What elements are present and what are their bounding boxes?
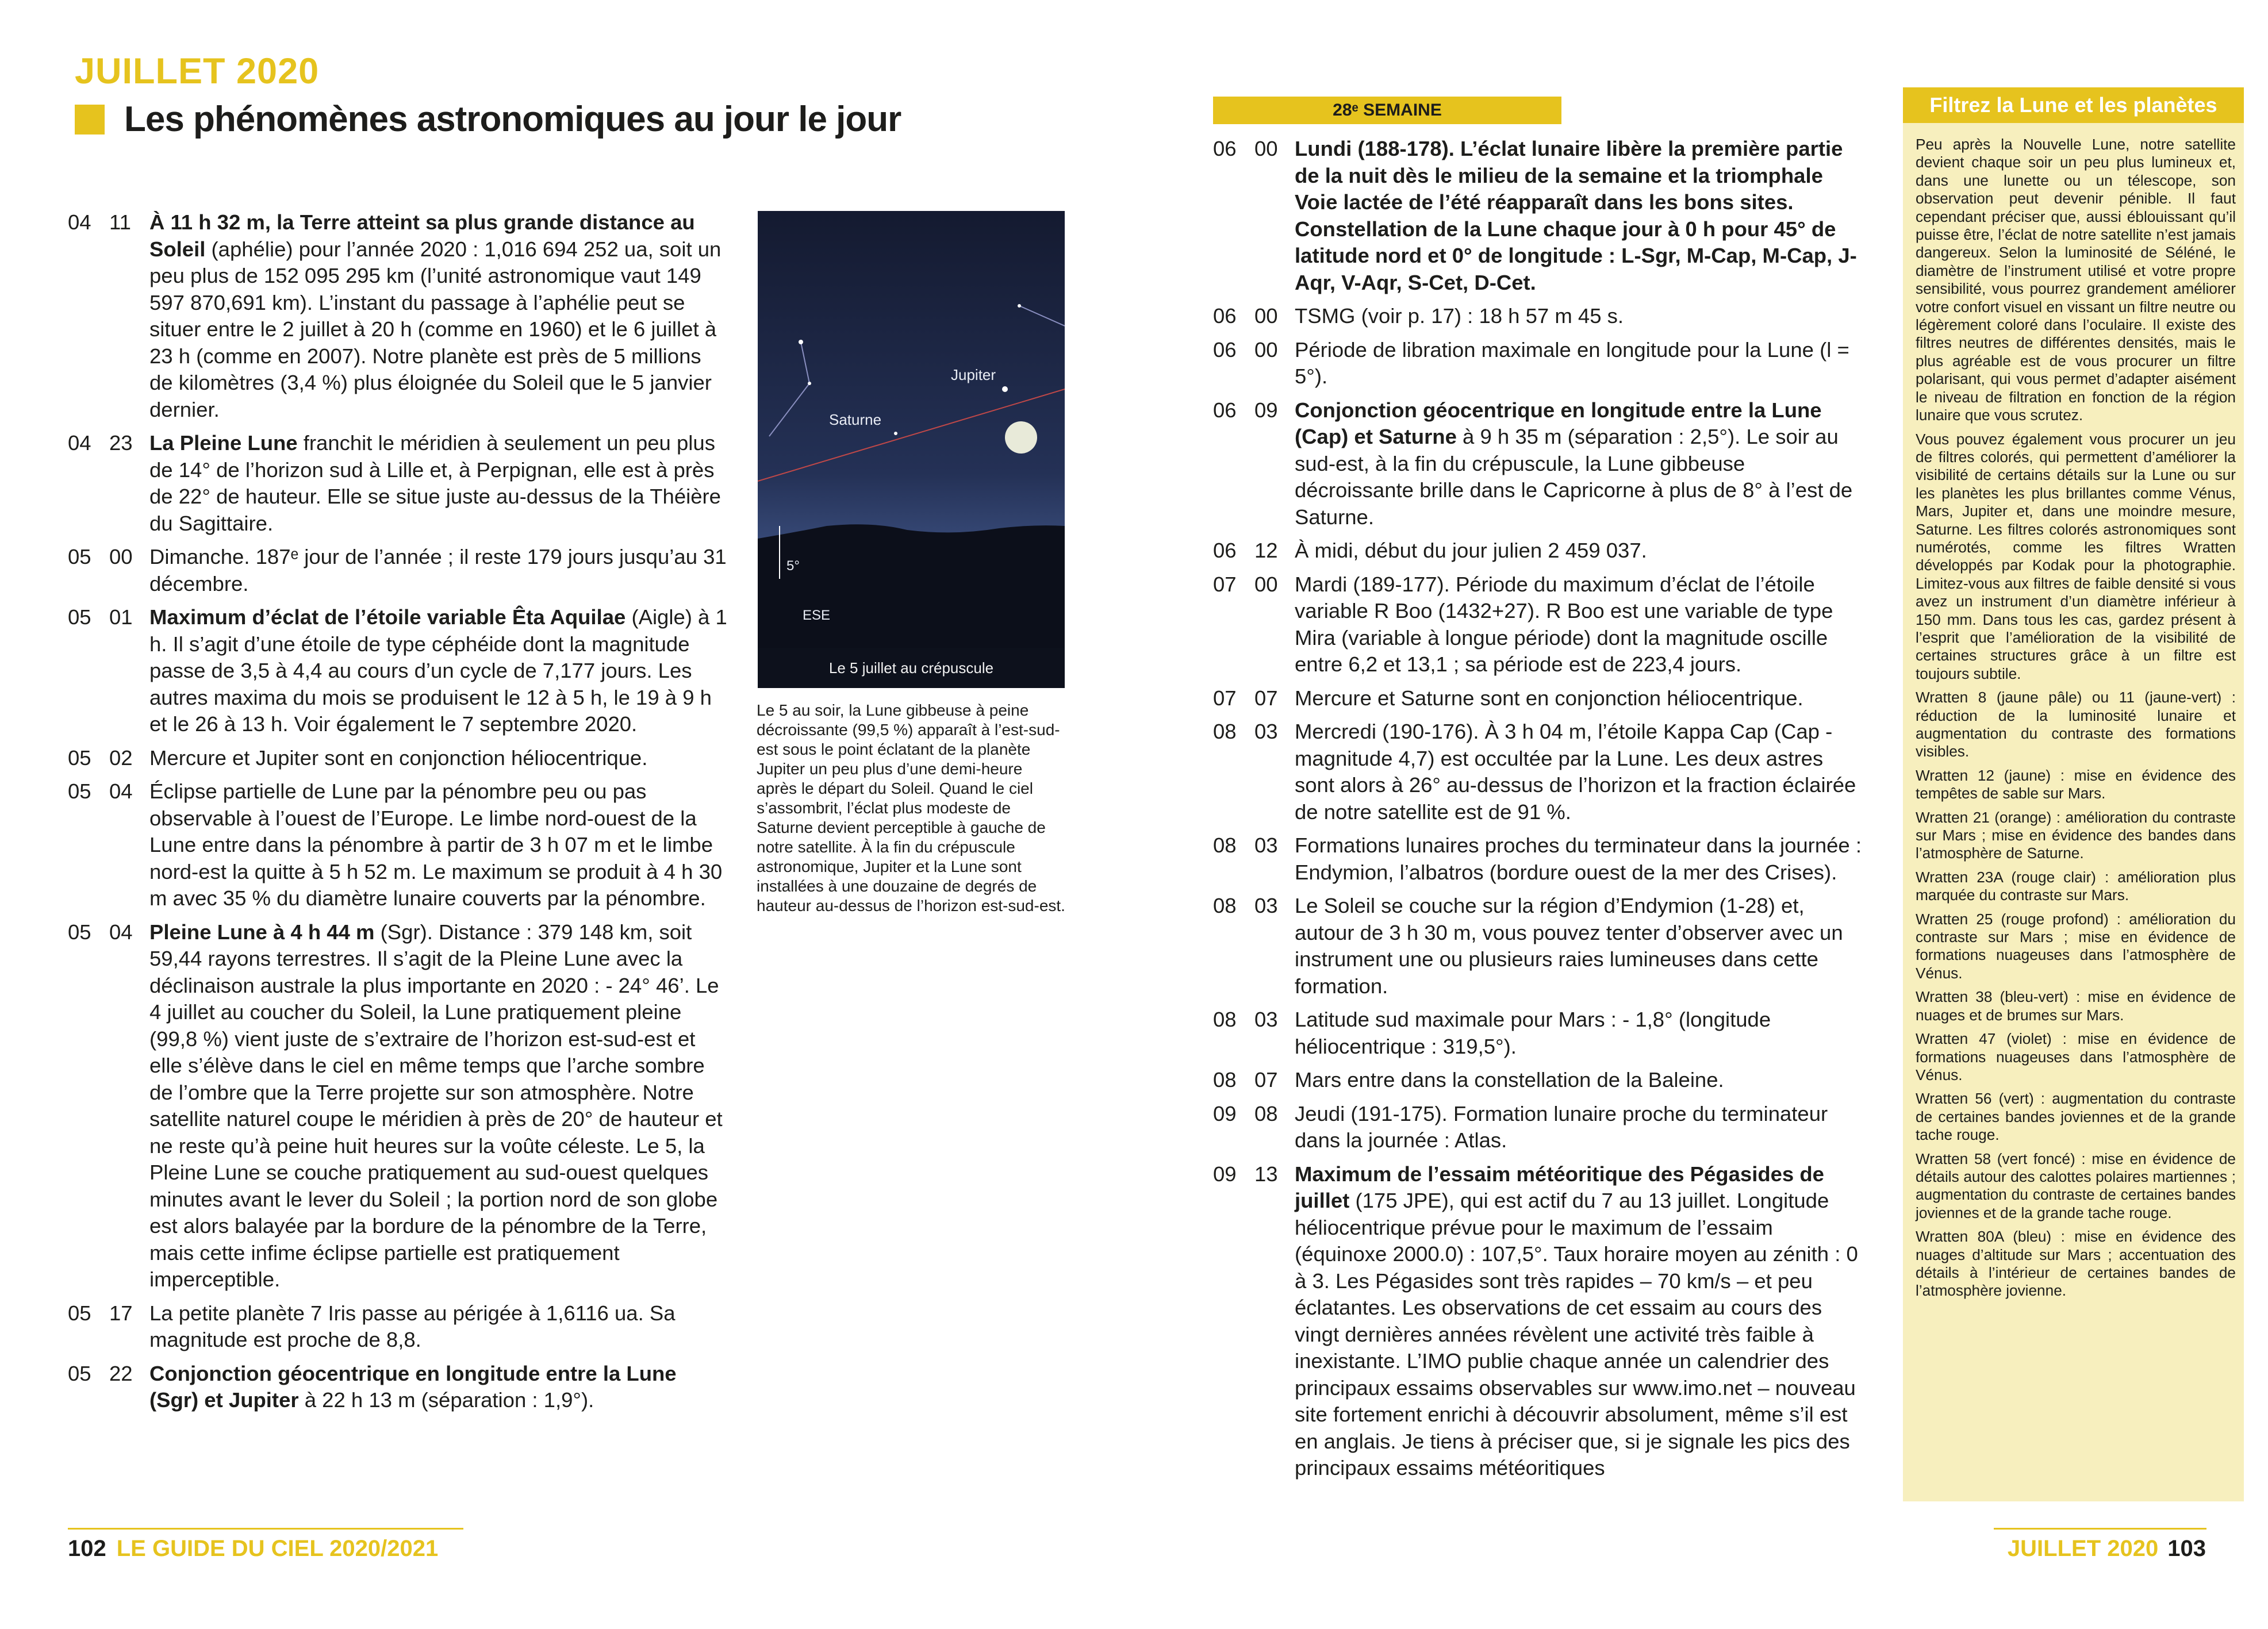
entry-day: 05 [68,746,91,770]
footer-month: JUILLET 2020 [2007,1536,2159,1561]
list-item [68,1300,730,1354]
list-item [1213,719,1868,825]
entry-day: 08 [1213,894,1237,917]
entry-text [1295,1161,1868,1482]
entry-day: 05 [68,779,91,803]
constellation-line [801,342,809,383]
entry-bold-text: Maximum de l’essaim météoritique des Pégasides de juillet [1295,1162,1824,1212]
list-item [68,544,730,597]
entry-bold-text: Conjonction géocentrique en longitude entre la Lune (Sgr) et Jupiter [149,1361,677,1412]
entry-bold-text: Lundi (188-178). L’éclat lunaire libère la première partie de la nuit dès le milieu de la semaine et la triomphale Voie lactée de l’été réapparaît dans les bons sites. Constellation de la Lune chaque jour à 0 h pour 45° de latitude nord et 0° de longitude : L-Sgr, M-Cap, M-Cap, J-Aqr, V-Aqr, S-Cet, D-Cet. [1295,137,1857,294]
entry-day: 08 [1213,1008,1237,1031]
list-item [68,745,730,772]
list-item [1213,893,1868,1000]
page-number-left: 102 [68,1536,106,1561]
entry-hour: 07 [1254,686,1278,710]
entry-bold-text: La Pleine Lune [149,431,298,455]
entry-day: 06 [1213,539,1237,562]
entry-text [1295,685,1868,712]
entry-day: 04 [68,210,91,234]
photo-caption-bar: Le 5 juillet au crépuscule [758,648,1065,688]
entry-body-text: Mercredi (190-176). À 3 h 04 m, l’étoile Kappa Cap (Cap - magnitude 4,7) est occultée par la Lune. Les deux astres sont alors à 26° au-dessus de l’horizon et la fraction éclairée de notre satellite est de 91 %. [1295,720,1856,824]
entry-hour: 11 [109,210,131,234]
entry-text [1295,1101,1868,1154]
list-item [1213,537,1868,564]
list-item [1213,1101,1868,1154]
entry-hour: 22 [109,1361,133,1385]
entry-text [1295,537,1868,564]
list-item [68,1361,730,1414]
entry-text [149,919,730,1293]
entry-day: 06 [1213,337,1237,362]
entry-hour: 17 [109,1301,133,1325]
footer-rule-right [1994,1528,2206,1530]
entry-body-text: Formations lunaires proches du terminateur dans la journée : Endymion, l’albatros (bordure ouest de la mer des Crises). [1295,833,1862,884]
month-heading: JUILLET 2020 [75,51,320,91]
footer-left [68,1536,438,1562]
entry-text [1295,337,1868,390]
entry-body-text: franchit le méridien à seulement un peu plus de 14° de l’horizon sud à Lille et, à Perpignan, elle est à près de 22° de hauteur. Elle se situe juste au-dessus de la Théière du Sagittaire. [149,431,721,535]
entry-body-text: TSMG (voir p. 17) : 18 h 57 m 45 s. [1295,304,1624,328]
entry-hour: 03 [1254,894,1278,917]
entry-hour: 04 [109,779,133,803]
sidebar-body [1903,123,2244,1300]
title-square-icon [75,105,105,135]
entry-text [1295,303,1868,330]
entry-text [1295,832,1868,886]
list-item [68,430,730,537]
entry-bold-text: À 11 h 32 m, la Terre atteint sa plus grande distance au Soleil [149,210,695,261]
entry-day: 05 [68,1301,91,1325]
entry-hour: 00 [1254,304,1278,328]
entry-hour: 02 [109,746,133,770]
sidebar-paragraph: Wratten 56 (vert) : augmentation du contraste de certaines bandes joviennes et de la grande tache rouge. [1916,1090,2236,1144]
star [1018,304,1021,308]
list-item [1213,571,1868,678]
entry-hour: 03 [1254,833,1278,857]
list-item [1213,397,1868,531]
entry-hour: 03 [1254,1008,1278,1031]
left-entries [68,209,730,1421]
entry-day: 08 [1213,720,1237,743]
entry-text [149,544,730,597]
entry-text [1295,571,1868,678]
sidebar-paragraph: Wratten 23A (rouge clair) : amélioration plus marquée du contraste sur Mars. [1916,868,2236,904]
entry-text [149,1361,730,1414]
entry-body-text: Latitude sud maximale pour Mars : - 1,8° (longitude héliocentrique : 319,5°). [1295,1008,1771,1058]
entry-day: 04 [68,431,91,455]
entry-hour: 12 [1254,539,1278,562]
entry-hour: 07 [1254,1068,1278,1092]
footer-guide-title: LE GUIDE DU CIEL 2020/2021 [116,1536,439,1561]
star [808,382,811,385]
label-direction: ESE [803,608,831,623]
entry-day: 07 [1213,686,1237,710]
entry-day: 06 [1213,304,1237,328]
title-row [75,99,901,140]
entry-hour: 00 [1254,337,1278,362]
photo-caption: Le 5 au soir, la Lune gibbeuse à peine décroissante (99,5 %) apparaît à l’est-sud-est sous le point éclatant de la planète Jupiter un peu plus d’une demi-heure après le départ du Soleil. Quand le ciel s’assombrit, l’éclat plus modeste de Saturne devient perceptible à gauche de notre satellite. À la fin du crépuscule astronomique, Jupiter et la Lune sont installées à une douzaine de degrés de hauteur au-dessus de l’horizon est-sud-est. [757,701,1065,915]
entry-text [149,778,730,912]
entry-hour: 09 [1254,398,1278,422]
right-entries [1213,136,1868,1489]
list-item [68,209,730,423]
entry-hour: 00 [1254,572,1278,596]
list-item [1213,1006,1868,1060]
star [799,340,803,344]
moon-icon [1005,421,1037,454]
entry-hour: 03 [1254,720,1278,743]
entry-bold-text: Conjonction géocentrique en longitude entre la Lune (Cap) et Saturne [1295,398,1822,448]
list-item [1213,303,1868,330]
jupiter-point [1002,386,1008,392]
sidebar-paragraph: Peu après la Nouvelle Lune, notre satellite devient chaque soir un peu plus lumineux et, dans une lunette ou un télescope, son observation peut devenir pénible. Il faut cependant préciser que, aussi éblouissant qu’il puisse être, l’éclat de notre satellite n’est jamais dangereux. Selon la luminosité de Séléné, le diamètre de l’instrument utilisé et votre propre sensibilité, vous pourrez grandement améliorer votre confort visuel en vissant un filtre neutre ou légèrement coloré dans l’oculaire. Il existe des filtres neutres de différentes densités, mais le plus agréable est de vous procurer un filtre polarisant, qui vous permet d’adapter aisément le niveau de filtration en fonction de la région lunaire que vous scrutez. [1916,136,2236,424]
entry-body-text: à 22 h 13 m (séparation : 1,9°). [298,1388,594,1412]
entry-day: 09 [1213,1162,1237,1186]
entry-day: 07 [1213,572,1237,596]
sidebar-paragraph: Wratten 80A (bleu) : mise en évidence des nuages d’altitude sur Mars ; accentuation des détails à l’intérieur de certaines bandes de l’atmosphère jovienne. [1916,1228,2236,1300]
entry-text [1295,136,1868,296]
entry-day: 05 [68,1361,91,1385]
footer-right [2008,1536,2206,1562]
entry-day: 05 [68,605,91,629]
entry-day: 06 [1213,137,1237,160]
footer-rule-left [68,1528,463,1530]
list-item [68,604,730,738]
sidebar-paragraph: Wratten 47 (violet) : mise en évidence de formations nuageuses dans l’atmosphère de Vénus. [1916,1030,2236,1084]
entry-body-text: (Sgr). Distance : 379 148 km, soit 59,44 rayons terrestres. Il s’agit de la Pleine Lune avec la déclinaison australe la plus importante en 2020 : - 24° 46’. Le 4 juillet au coucher du Soleil, la Lune pratiquement pleine (99,8 %) vient juste de s’extraire de l’horizon est-sud-est et elle s’élève dans le ciel en même temps que l’arche sombre de l’ombre que la Terre projette sur son atmosphère. Notre satellite naturel coupe le méridien à près de 20° de hauteur et ne reste qu’à peine huit heures sur la voûte céleste. Le 5, la Pleine Lune se couche pratiquement au sud-ouest quelques minutes avant le lever du Soleil ; la portion nord de son globe est alors balayée par la bordure de la pénombre de la Terre, mais cette infime éclipse partielle est pratiquement imperceptible. [149,920,723,1291]
entry-body-text: (Aigle) à 1 h. Il s’agit d’une étoile de type céphéide dont la magnitude passe de 3,5 à 4,4 au cours d’un cycle de 7,177 jours. Les autres maxima du mois se produisent le 12 à 5 h, le 19 à 9 h et le 26 à 13 h. Voir également le 7 septembre 2020. [149,605,727,736]
list-item [68,919,730,1293]
entry-hour: 00 [109,545,133,568]
entry-body-text: Jeudi (191-175). Formation lunaire proche du terminateur dans la journée : Atlas. [1295,1101,1828,1152]
page-number-right: 103 [2167,1536,2206,1561]
entry-text [1295,719,1868,825]
saturne-point [894,432,897,435]
entry-hour: 08 [1254,1101,1278,1125]
page-title: Les phénomènes astronomiques au jour le jour [124,99,901,139]
sidebar-box [1903,87,2244,1501]
label-jupiter: Jupiter [951,366,996,383]
entry-body-text: Dimanche. 187ᵉ jour de l’année ; il reste 179 jours jusqu’au 31 décembre. [149,545,727,595]
entry-hour: 00 [1254,137,1278,160]
entry-text [1295,893,1868,1000]
entry-text [149,209,730,423]
sidebar-paragraph: Wratten 25 (rouge profond) : amélioration du contraste sur Mars ; mise en évidence de formations nuageuses dans l’atmosphère de Vénus. [1916,910,2236,982]
list-item [1213,1067,1868,1094]
entry-text [1295,397,1868,531]
entry-body-text: À midi, début du jour julien 2 459 037. [1295,539,1647,562]
entry-body-text: (aphélie) pour l’année 2020 : 1,016 694 252 ua, soit un peu plus de 152 095 295 km (l’unité astronomique vaut 149 597 870,691 km). L’instant du passage à l’aphélie peut se situer entre le 2 juillet à 20 h (comme en 1960) et le 6 juillet à 23 h (comme en 2007). Notre planète est près de 5 millions de kilomètres (3,4 %) plus éloignée du Soleil que le 5 janvier dernier. [149,237,722,421]
entry-body-text: (175 JPE), qui est actif du 7 au 13 juillet. Longitude héliocentrique prévue pour le maximum de l’essaim (équinoxe 2000.0) : 107,5°. Taux horaire moyen au zénith : 0 à 3. Les Pégasides sont très rapides – 70 km/s – et peu éclatantes. Les observations de cet essaim au cours des vingt dernières années révèlent une activité très faible à inexistante. L’IMO publie chaque année un calendrier des principaux essaims observables sur www.imo.net – nouveau site fortement enrichi à découvrir absolument, même s’il est en anglais. Je tiens à préciser que, si je signale les pics des principaux essaims météoritiques [1295,1189,1858,1480]
sky-photo [758,211,1065,688]
list-item [1213,337,1868,390]
entry-day: 08 [1213,833,1237,857]
list-item [1213,136,1868,296]
entry-day: 08 [1213,1068,1237,1092]
entry-text [149,745,730,772]
sidebar-paragraph: Wratten 21 (orange) : amélioration du contraste sur Mars ; mise en évidence des bandes dans l’atmosphère de Saturne. [1916,808,2236,862]
entry-bold-text: Maximum d’éclat de l’étoile variable Êta Aquilae [149,605,626,629]
sidebar-title: Filtrez la Lune et les planètes [1903,87,2244,123]
entry-body-text: Mardi (189-177). Période du maximum d’éclat de l’étoile variable R Boo (1432+27). R Boo est une variable de type Mira (variable à longue période) dont la magnitude oscille entre 6,2 et 13,1 ; sa période est de 223,4 jours. [1295,572,1833,676]
entry-body-text: Éclipse partielle de Lune par la pénombre peu ou pas observable à l’ouest de l’Europe. Le limbe nord-ouest de la Lune entre dans la pénombre à partir de 3 h 07 m et le limbe nord-est la quitte à 5 h 52 m. Le maximum se produit à 4 h 30 m avec 35 % du diamètre lunaire couverts par la pénombre. [149,779,723,910]
sidebar-paragraph: Wratten 38 (bleu-vert) : mise en évidence de nuages et de brumes sur Mars. [1916,988,2236,1024]
entry-text [149,604,730,738]
list-item [1213,832,1868,886]
entry-day: 06 [1213,398,1237,422]
entry-body-text: Mercure et Saturne sont en conjonction héliocentrique. [1295,686,1803,710]
constellation-line [769,383,809,436]
entry-body-text: Mars entre dans la constellation de la Baleine. [1295,1068,1724,1092]
entry-body-text: Le Soleil se couche sur la région d’Endymion (1-28) et, autour de 3 h 30 m, vous pouvez tenter d’observer avec un instrument une ou plusieurs raies lumineuses dans cette formation. [1295,894,1843,998]
week-badge: 28ᵉ SEMAINE [1213,97,1561,124]
entry-body-text: La petite planète 7 Iris passe au périgée à 1,6116 ua. Sa magnitude est proche de 8,8. [149,1301,676,1351]
entry-hour: 13 [1254,1162,1278,1186]
entry-hour: 04 [109,920,133,944]
entry-bold-text: Pleine Lune à 4 h 44 m [149,920,375,944]
entry-text [1295,1067,1868,1094]
sidebar-paragraph: Wratten 12 (jaune) : mise en évidence des tempêtes de sable sur Mars. [1916,766,2236,802]
label-scale: 5° [786,558,800,574]
entry-body-text: Période de libration maximale en longitude pour la Lune (l = 5°). [1295,337,1849,388]
entry-body-text: Mercure et Jupiter sont en conjonction héliocentrique. [149,746,648,770]
entry-hour: 01 [109,605,133,629]
label-saturne: Saturne [829,411,882,428]
list-item [1213,1161,1868,1482]
list-item [68,778,730,912]
sidebar-paragraph: Vous pouvez également vous procurer un jeu de filtres colorés, qui permettent d’améliorer la visibilité de certains détails sur la Lune ou sur les planètes les plus brillantes comme Vénus, Mars, Jupiter et, dans une moindre mesure, Saturne. Les filtres colorés astronomiques sont numérotés, comme les filtres Wratten développés par Kodak pour la photographie. Limitez-vous aux filtres de faible densité si vous avez un instrument d’un diamètre inférieur à 150 mm. Dans tous les cas, gardez présent à l’esprit que l’amélioration de la visibilité de certaines structures grâce à un filtre est toujours subtile. [1916,430,2236,682]
constellation-line [1019,306,1065,326]
entry-text [149,430,730,537]
sidebar-paragraph: Wratten 8 (jaune pâle) ou 11 (jaune-vert) : réduction de la luminosité lunaire et augmentation du contraste des formations visibles. [1916,689,2236,760]
entry-day: 09 [1213,1101,1237,1125]
list-item [1213,685,1868,712]
entry-day: 05 [68,545,91,568]
entry-text [1295,1006,1868,1060]
entry-text [149,1300,730,1354]
entry-hour: 23 [109,431,133,455]
sidebar-paragraph: Wratten 58 (vert foncé) : mise en évidence de détails autour des calottes polaires martiennes ; augmentation du contraste de certaines bandes joviennes et de la grande tache rouge. [1916,1150,2236,1221]
entry-day: 05 [68,920,91,944]
entry-body-text: à 9 h 35 m (séparation : 2,5°). Le soir au sud-est, à la fin du crépuscule, la Lune gibbeuse décroissante brille dans le Capricorne à plus de 8° à l’est de Saturne. [1295,425,1853,529]
